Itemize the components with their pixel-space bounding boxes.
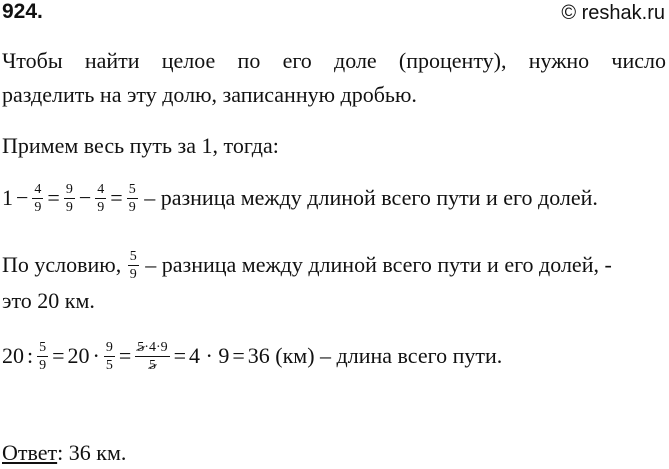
eq2-twenty: 20 <box>2 343 24 368</box>
fraction-denominator: 9 <box>128 200 136 216</box>
fraction-numerator: 5 <box>39 340 47 356</box>
eq1-fraction-3 <box>95 182 106 215</box>
eq1-minus-2: − <box>78 185 92 210</box>
eq2-multiply: · <box>92 343 100 368</box>
eq2-divide: : <box>27 343 34 368</box>
condition-start: По условию, <box>2 252 122 277</box>
condition-rest: – разница между длиной всего пути и его долей, - <box>145 252 612 277</box>
problem-number: 924. <box>2 0 43 23</box>
rule-line-2: разделить на эту долю, записанную дробью. <box>2 82 417 107</box>
cancelled-five: 5 <box>137 340 145 356</box>
fraction-numerator: 4 <box>34 182 42 198</box>
eq1-fraction-4 <box>127 182 138 215</box>
fraction-denominator: 9 <box>129 267 137 283</box>
rule-line-1: Чтобы найти целое по его доле (проценту), нужно число <box>2 48 666 73</box>
fraction-numerator: 5 <box>128 182 136 198</box>
eq1-fraction-1 <box>32 182 43 215</box>
answer-value: : 36 км. <box>57 440 127 465</box>
cancelled-five: 5 <box>148 358 156 374</box>
eq2-equals-1: = <box>52 343 65 368</box>
eq2-fraction-1 <box>37 340 48 373</box>
equation-difference <box>2 178 598 218</box>
fraction-denominator: 9 <box>34 200 42 216</box>
condition-line-1 <box>2 245 612 285</box>
assumption-text: Примем весь путь за 1, тогда: <box>2 133 279 158</box>
eq1-equals-1: = <box>47 185 60 210</box>
eq2-product: 4 · 9 <box>189 343 230 368</box>
fraction-numerator: 5 <box>129 249 137 265</box>
eq2-equals-2: = <box>118 343 132 368</box>
fraction-denominator: 9 <box>97 200 105 216</box>
eq1-equals-2: = <box>110 185 123 210</box>
fraction-numerator <box>135 340 169 357</box>
eq2-equals-3: = <box>173 343 187 368</box>
eq2-twenty-2: 20 <box>67 343 90 368</box>
eq1-fraction-2 <box>64 182 75 215</box>
answer-label: Ответ <box>2 440 58 465</box>
numerator-rest: ·4·9 <box>144 340 168 356</box>
eq2-fraction-cancelled <box>135 340 169 373</box>
condition-fraction <box>128 249 139 282</box>
eq1-tail-text: – разница между длиной всего пути и его долей. <box>144 185 598 210</box>
eq2-result: 36 (км) – длина всего пути. <box>247 343 503 368</box>
eq2-fraction-2 <box>104 340 115 373</box>
equation-total <box>2 336 502 376</box>
eq2-equals-4: = <box>232 343 245 368</box>
answer-line <box>2 440 126 466</box>
fraction-numerator: 9 <box>65 182 73 198</box>
fraction-numerator: 4 <box>97 182 105 198</box>
eq1-minus-1: − <box>16 185 29 210</box>
fraction-denominator <box>147 357 158 373</box>
fraction-denominator: 9 <box>65 200 73 216</box>
fraction-denominator: 5 <box>105 358 113 374</box>
condition-line-2: это 20 км. <box>2 288 95 313</box>
site-watermark: © reshak.ru <box>561 2 665 24</box>
fraction-denominator: 9 <box>39 358 47 374</box>
fraction-numerator: 9 <box>105 340 113 356</box>
eq1-one: 1 <box>2 185 13 210</box>
